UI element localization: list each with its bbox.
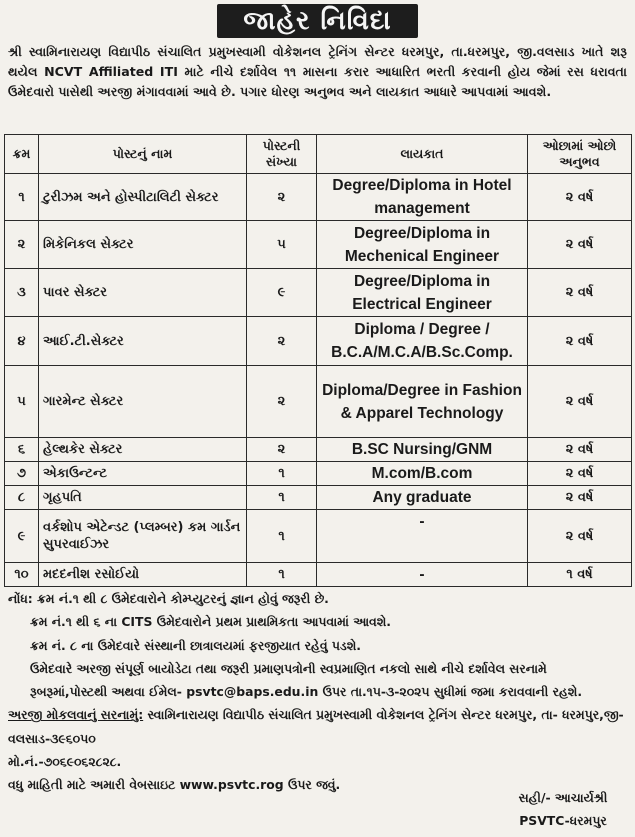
cell-experience: ૨ વર્ષ (528, 317, 632, 366)
cell-post: આઈ.ટી.સેક્ટર (39, 317, 247, 366)
table-row (5, 269, 632, 317)
table-row (5, 438, 632, 462)
table-row (5, 221, 632, 269)
cell-experience: ૨ વર્ષ (528, 510, 632, 563)
cell-count: ૨ (247, 438, 317, 462)
cell-count: ૨ (247, 366, 317, 438)
cell-experience: ૨ વર્ષ (528, 221, 632, 269)
cell-sr: ૫ (5, 366, 39, 438)
cell-sr: ૯ (5, 510, 39, 563)
vacancy-table (4, 134, 632, 587)
cell-sr: ૧ (5, 174, 39, 221)
address-label: અરજી મોકલવાનું સરનામું: (8, 707, 144, 723)
cell-qualification: Any graduate (317, 486, 528, 510)
cell-sr: ૪ (5, 317, 39, 366)
cell-qualification: Degree/Diploma in Electrical Engineer (317, 269, 528, 317)
cell-experience: ૨ વર્ષ (528, 438, 632, 462)
mobile-number: મો.નં.-૭૦૬૯૦૬૨૮૨૮. (8, 754, 122, 770)
header-post: પોસ્ટનું નામ (39, 135, 247, 174)
cell-post: ટુરીઝમ અને હોસ્પીટાલિટી સેક્ટર (39, 174, 247, 221)
table-row (5, 563, 632, 587)
notes-section (4, 587, 631, 797)
cell-qualification: - (317, 510, 528, 563)
cell-post: ગૃહપતિ (39, 486, 247, 510)
cell-count: ૧ (247, 510, 317, 563)
cell-experience: ૨ વર્ષ (528, 462, 632, 486)
cell-post: મદદનીશ રસોઈયો (39, 563, 247, 587)
table-row (5, 366, 632, 438)
title-wrap (4, 4, 631, 42)
cell-count: ૨ (247, 317, 317, 366)
cell-sr: ૩ (5, 269, 39, 317)
cell-experience: ૨ વર્ષ (528, 486, 632, 510)
table-row (5, 486, 632, 510)
cell-post: પાવર સેક્ટર (39, 269, 247, 317)
cell-qualification: Diploma/Degree in Fashion & Apparel Technology (317, 366, 528, 438)
table-row (5, 510, 632, 563)
cell-count: ૧ (247, 486, 317, 510)
cell-qualification: Degree/Diploma in Mechenical Engineer (317, 221, 528, 269)
cell-sr: ૭ (5, 462, 39, 486)
cell-qualification: - (317, 563, 528, 587)
cell-sr: ૬ (5, 438, 39, 462)
cell-experience: ૨ વર્ષ (528, 366, 632, 438)
note-line-1: નોંધ: ક્રમ નં.૧ થી ૮ ઉમેદવારોને કોમ્પ્યુટરનું જ્ઞાન હોવું જરૂરી છે. (8, 591, 329, 606)
cell-count: ૫ (247, 221, 317, 269)
cell-post: મિકેનિકલ સેક્ટર (39, 221, 247, 269)
cell-qualification: B.SC Nursing/GNM (317, 438, 528, 462)
cell-post: વર્કશોપ એટેન્ડટ (પ્લમ્બર) કમ ગાર્ડન સુપરવાઈઝર (39, 510, 247, 563)
website-line: વધુ માહિતી માટે અમારી વેબસાઇટ www.psvtc.rog ઉપર જવું. (8, 777, 341, 793)
cell-count: ૨ (247, 174, 317, 221)
cell-qualification: Diploma / Degree / B.C.A/M.C.A/B.Sc.Comp. (317, 317, 528, 366)
header-qualification: લાયકાત (317, 135, 528, 174)
cell-post: હેલ્થકેર સેક્ટર (39, 438, 247, 462)
signature-title: સહી/- આચાર્યશ્રી (518, 790, 608, 805)
cell-sr: ૧૦ (5, 563, 39, 587)
table-header-row (5, 135, 632, 174)
cell-count: ૧ (247, 563, 317, 587)
table-row (5, 462, 632, 486)
table-row (5, 174, 632, 221)
address-text: સ્વામિનારાયણ વિદ્યાપીઠ સંચાલિત પ્રમુખસ્વામી વોકેશનલ ટ્રેનિંગ સેન્ટર ધરમપુર, તા- ધરમપુર,જી-વલસાડ-૩૯૬૦૫૦ (8, 707, 624, 746)
cell-experience: ૨ વર્ષ (528, 174, 632, 221)
cell-sr: ૨ (5, 221, 39, 269)
intro-paragraph: શ્રી સ્વામિનારાયણ વિદ્યાપીઠ સંચાલિત પ્રમુખસ્વામી વોકેશનલ ટ્રેનિંગ સેન્ટર ધરમપુર, તા.ધરમપુર, જી.વલસાડ ખાતે શરૂ થયેલ NCVT Affiliated ITI માટે નીચે દર્શાવેલ ૧૧ માસના કરાર આધારિત ભરતી કરવાની હોય જેમાં રસ ધરાવતા ઉમેદવારો પાસેથી અરજી મંગાવવામાં આવે છે. પગાર ધોરણ અનુભવ અને લાયકાત આધારે આપવામાં આવશે. (8, 44, 627, 99)
note-line-3: ક્રમ નં. ૮ ના ઉમેદવારે સંસ્થાની છાત્રાલયમાં ફરજીયાત રહેવું પડશે. (30, 637, 361, 653)
cell-post: એકાઉન્ટન્ટ (39, 462, 247, 486)
cell-count: ૧ (247, 462, 317, 486)
table-row (5, 317, 632, 366)
cell-experience: ૨ વર્ષ (528, 269, 632, 317)
header-experience: ઓછામાં ઓછો અનુભવ (528, 135, 632, 174)
cell-post: ગારમેન્ટ સેક્ટર (39, 366, 247, 438)
address-block (8, 703, 627, 750)
cell-sr: ૮ (5, 486, 39, 510)
cell-count: ૯ (247, 269, 317, 317)
signature-org: PSVTC-ધરમપુર (519, 813, 607, 828)
cell-qualification: Degree/Diploma in Hotel management (317, 174, 528, 221)
header-count: પોસ્ટની સંખ્યા (247, 135, 317, 174)
note-line-4: ઉમેદવારે અરજી સંપૂર્ણ બાયોડેટા તથા જરૂરી પ્રમાણપત્રોની સ્વપ્રમાણિત નકલો સાથે નીચે દર્શાવેલ સરનામે રૂબરૂમાં,પોસ્ટથી અથવા ઈમેલ- psvtc@baps.edu.in ઉપર તા.૧૫-૩-૨૦૨૫ સુધીમાં જમા કરાવવાની રહશે. (30, 660, 583, 700)
cell-qualification: M.com/B.com (317, 462, 528, 486)
cell-experience: ૧ વર્ષ (528, 563, 632, 587)
header-sr: ક્રમ (5, 135, 39, 174)
notice-title: જાહેર નિવિદા (217, 4, 417, 38)
note-line-2: ક્રમ નં.૧ થી ૬ ના CITS ઉમેદવારોને પ્રથમ પ્રાથમિકતા આપવામાં આવશે. (30, 614, 392, 630)
